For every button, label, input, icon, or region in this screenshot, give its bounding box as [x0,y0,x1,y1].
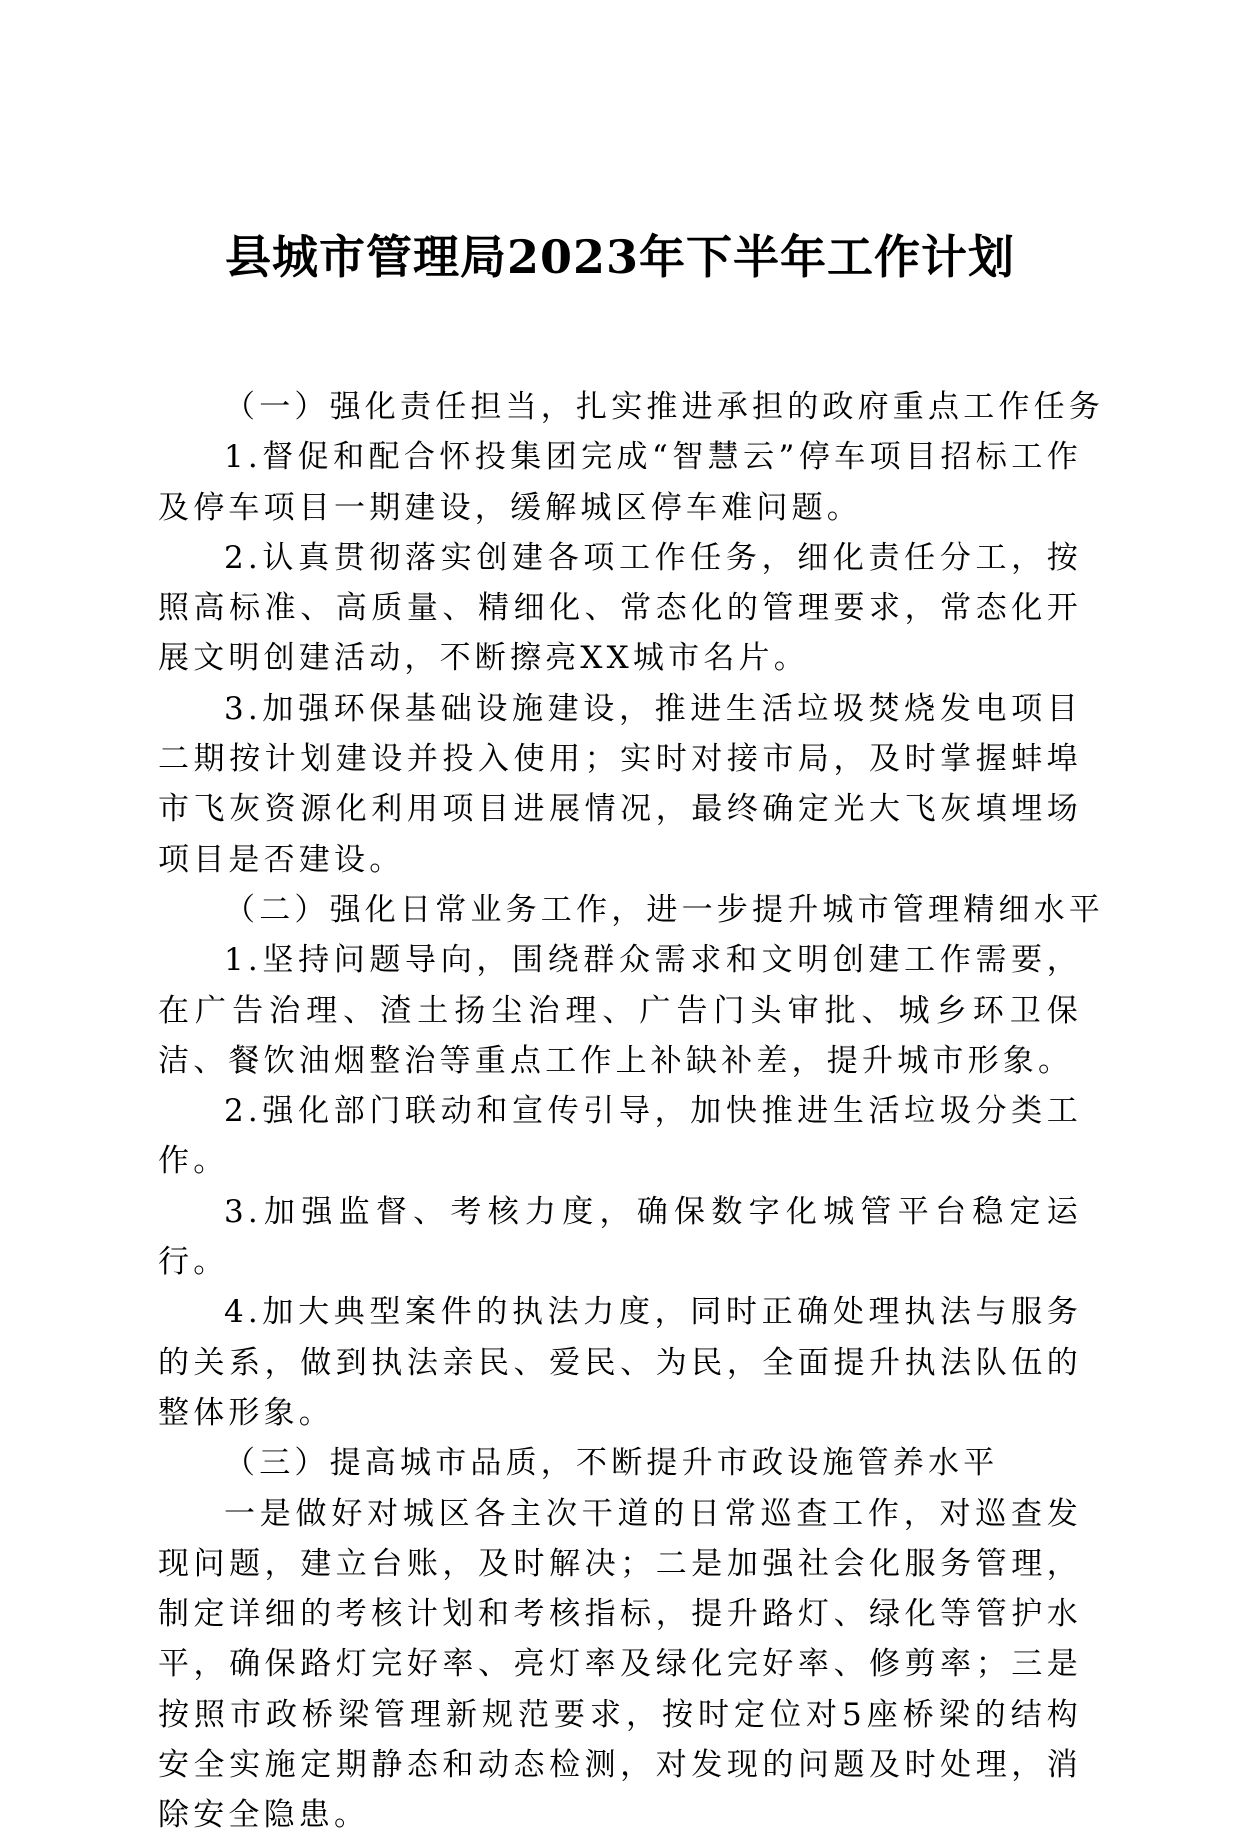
section-heading-3: （三）提高城市品质，不断提升市政设施管养水平 [224,1445,999,1482]
section-2-paragraph-3: 3.加强监督、考核力度，确保数字化城管平台稳定运行。 [158,1193,1082,1281]
document-title: 县城市管理局2023年下半年工作计划 [224,230,1016,284]
section-1-paragraph-1: 1.督促和配合怀投集团完成“智慧云”停车项目招标工作及停车项目一期建设，缓解城区停车难问题。 [158,439,1082,526]
document-page [158,0,1104,1834]
section-2-paragraph-1: 1.坚持问题导向，围绕群众需求和文明创建工作需要，在广告治理、渣土扬尘治理、广告门头审批、城乡环卫保洁、餐饮油烟整治等重点工作上补缺补差，提升城市形象。 [158,942,1082,1079]
section-1-paragraph-3: 3.加强环保基础设施建设，推进生活垃圾焚烧发电项目二期按计划建设并投入使用；实时对接市局，及时掌握蚌埠市飞灰资源化利用项目进展情况，最终确定光大飞灰填埋场项目是否建设。 [158,690,1082,878]
document-body [158,382,1104,1841]
section-2-paragraph-4: 4.加大典型案件的执法力度，同时正确处理执法与服务的关系，做到执法亲民、爱民、为民，全面提升执法队伍的整体形象。 [158,1294,1082,1431]
section-1-paragraph-2: 2.认真贯彻落实创建各项工作任务，细化责任分工，按照高标准、高质量、精细化、常态化的管理要求，常态化开展文明创建活动，不断擦亮XX城市名片。 [158,539,1082,677]
section-heading-2: （二）强化日常业务工作，进一步提升城市管理精细水平 [224,891,1104,928]
section-2-paragraph-2: 2.强化部门联动和宣传引导，加快推进生活垃圾分类工作。 [158,1093,1082,1180]
section-3-paragraph-1: 一是做好对城区各主次干道的日常巡查工作，对巡查发现问题，建立台账，及时解决；二是加强社会化服务管理，制定详细的考核计划和考核指标，提升路灯、绿化等管护水平，确保路灯完好率、亮灯率及绿化完好率、修剪率；三是按照市政桥梁管理新规范要求，按时定位对5座桥梁的结构安全实施定期静态和动态检测，对发现的问题及时处理，消除安全隐患。 [158,1495,1082,1834]
section-heading-1: （一）强化责任担当，扎实推进承担的政府重点工作任务 [224,389,1104,425]
